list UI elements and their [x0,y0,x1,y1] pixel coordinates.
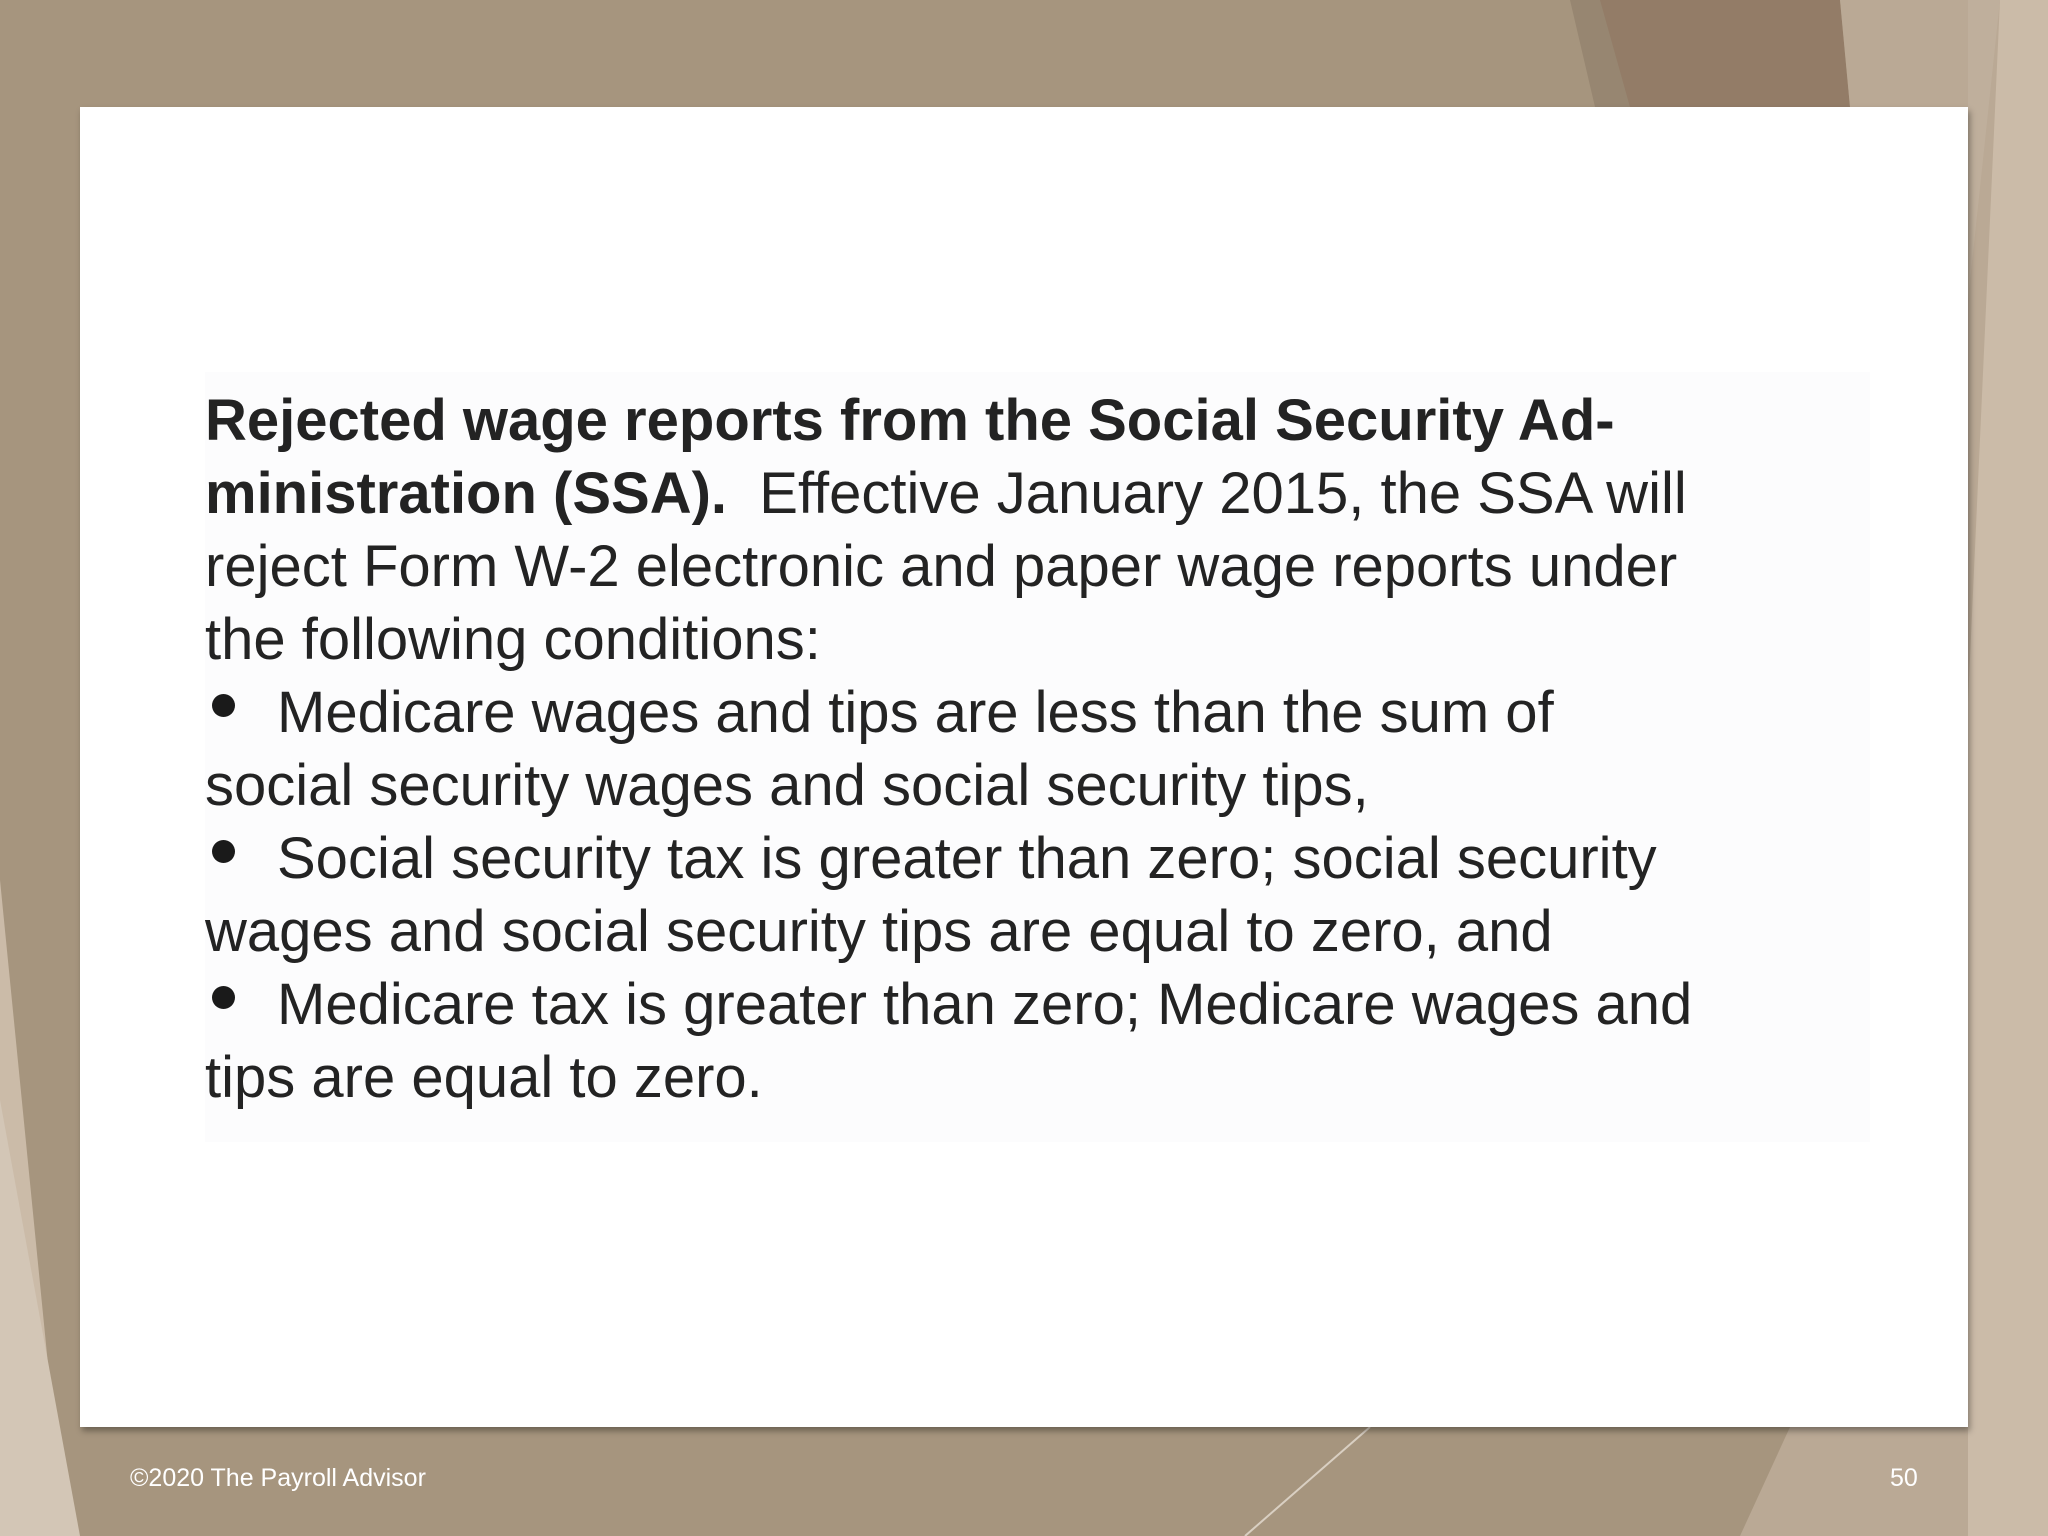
bullet-item [205,822,1905,895]
bullet-item [205,968,1905,1041]
text-line [205,457,1905,530]
section-heading-cont: ministration (SSA). [205,461,728,526]
text-line: tips are equal to zero. [205,1045,763,1110]
bullet-text: Social security tax is greater than zero; social security [277,826,1657,891]
slide-body-text [205,384,1905,1114]
section-heading: Rejected wage reports from the Social Security Ad- [205,388,1615,453]
slide-number: 50 [1890,1464,1918,1492]
bullet-text: Medicare tax is greater than zero; Medicare wages and [277,972,1693,1037]
text-line: social security wages and social security tips, [205,753,1369,818]
text-line: reject Form W-2 electronic and paper wage reports under [205,534,1678,599]
body-text: Effective January 2015, the SSA will [759,461,1687,526]
text-line: the following conditions: [205,607,821,672]
text-line [205,384,1905,457]
footer-copyright: ©2020 The Payroll Advisor [130,1464,426,1492]
text-line: wages and social security tips are equal to zero, and [205,899,1553,964]
bullet-item [205,676,1905,749]
bullet-text: Medicare wages and tips are less than the sum of [277,680,1554,745]
